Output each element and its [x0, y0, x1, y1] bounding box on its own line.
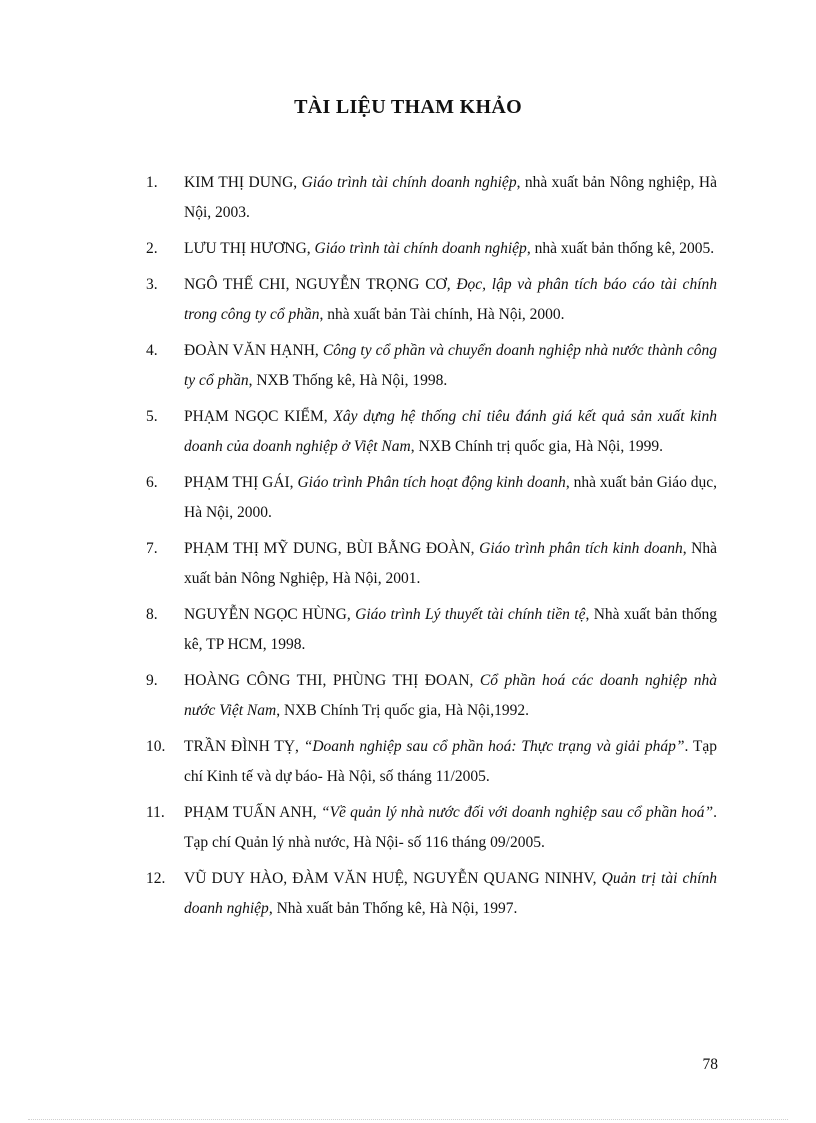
- reference-item: [0, 864, 816, 924]
- reference-publisher: , NXB Chính Trị quốc gia, Hà Nội,1992.: [276, 702, 529, 719]
- reference-work-title: Giáo trình tài chính doanh nghiệp: [301, 174, 517, 191]
- reference-number: 5.: [146, 408, 158, 425]
- reference-text: [184, 666, 717, 726]
- reference-publisher: , nhà xuất bản Tài chính, Hà Nội, 2000.: [319, 306, 565, 323]
- reference-number: 4.: [146, 342, 158, 359]
- reference-author: ĐOÀN VĂN HẠNH,: [184, 342, 323, 359]
- reference-item: [0, 402, 816, 462]
- reference-number: 6.: [146, 474, 158, 491]
- page-bottom-divider: [28, 1119, 788, 1120]
- reference-text: [184, 234, 717, 264]
- reference-author: PHẠM THỊ GÁI,: [184, 474, 298, 491]
- reference-work-title: Giáo trình Phân tích hoạt động kinh doanh: [297, 474, 566, 491]
- reference-number: 7.: [146, 540, 158, 557]
- reference-work-title: Cổ phần hoá các doanh nghiệp nhà nước Việt Nam: [184, 672, 717, 719]
- reference-item: [0, 534, 816, 594]
- reference-author: KIM THỊ DUNG,: [184, 174, 302, 191]
- reference-publisher: , Nhà xuất bản Thống kê, Hà Nội, 1997.: [268, 900, 518, 917]
- reference-text: [184, 168, 717, 228]
- reference-publisher: , Nhà xuất bản thống kê, TP HCM, 1998.: [184, 606, 717, 653]
- reference-number: 1.: [146, 174, 158, 191]
- reference-text: [184, 468, 717, 528]
- reference-work-title: Giáo trình phân tích kinh doanh: [479, 540, 683, 557]
- reference-number: 12.: [146, 870, 166, 887]
- reference-item: [0, 666, 816, 726]
- reference-number: 10.: [146, 738, 166, 755]
- reference-text: [184, 732, 717, 792]
- reference-item: [0, 234, 816, 264]
- reference-text: [184, 798, 717, 858]
- reference-work-title: Xây dựng hệ thống chỉ tiêu đánh giá kết quả sản xuất kinh doanh của doanh nghiệp ở Việt Nam: [184, 408, 717, 455]
- reference-number: 2.: [146, 240, 158, 257]
- reference-publisher: . Tạp chí Quản lý nhà nước, Hà Nội- số 116 tháng 09/2005.: [184, 804, 717, 851]
- reference-list: [0, 168, 816, 930]
- reference-work-title: Quản trị tài chính doanh nghiệp: [184, 870, 717, 917]
- reference-number: 8.: [146, 606, 158, 623]
- reference-work-title: “Về quản lý nhà nước đối với doanh nghiệp sau cổ phần hoá”: [320, 804, 714, 821]
- reference-number: 3.: [146, 276, 158, 293]
- reference-item: [0, 270, 816, 330]
- reference-work-title: Giáo trình Lý thuyết tài chính tiền tệ: [355, 606, 586, 623]
- reference-publisher: , NXB Chính trị quốc gia, Hà Nội, 1999.: [410, 438, 663, 455]
- reference-work-title: Công ty cổ phần và chuyển doanh nghiệp nhà nước thành công ty cổ phần: [184, 342, 717, 389]
- reference-author: NGÔ THẾ CHI, NGUYỄN TRỌNG CƠ,: [184, 276, 457, 293]
- reference-item: [0, 168, 816, 228]
- reference-author: HOÀNG CÔNG THI, PHÙNG THỊ ĐOAN,: [184, 672, 480, 689]
- reference-item: [0, 600, 816, 660]
- reference-item: [0, 732, 816, 792]
- reference-publisher: , nhà xuất bản Nông nghiệp, Hà Nội, 2003.: [184, 174, 717, 221]
- page-title: TÀI LIỆU THAM KHẢO: [294, 96, 522, 118]
- reference-author: PHẠM TUẤN ANH,: [184, 804, 321, 821]
- reference-text: [184, 336, 717, 396]
- reference-item: [0, 336, 816, 396]
- reference-work-title: “Doanh nghiệp sau cổ phần hoá: Thực trạng và giải pháp”: [303, 738, 685, 755]
- reference-text: [184, 270, 717, 330]
- reference-publisher: , nhà xuất bản thống kê, 2005.: [526, 240, 715, 257]
- reference-item: [0, 468, 816, 528]
- reference-author: TRẦN ĐÌNH TỴ,: [184, 738, 304, 755]
- reference-publisher: , nhà xuất bản Giáo dục, Hà Nội, 2000.: [184, 474, 717, 521]
- reference-number: 11.: [146, 804, 165, 821]
- reference-number: 9.: [146, 672, 158, 689]
- reference-work-title: Giáo trình tài chính doanh nghiệp: [314, 240, 527, 257]
- reference-publisher: , Nhà xuất bản Nông Nghiệp, Hà Nội, 2001.: [184, 540, 717, 587]
- reference-item: [0, 798, 816, 858]
- reference-publisher: . Tạp chí Kinh tế và dự báo- Hà Nội, số tháng 11/2005.: [184, 738, 717, 785]
- reference-text: [184, 600, 717, 660]
- reference-work-title: Đọc, lập và phân tích báo cáo tài chính trong công ty cổ phần: [184, 276, 717, 323]
- reference-text: [184, 534, 717, 594]
- reference-author: PHẠM NGỌC KIỂM,: [184, 408, 334, 425]
- reference-text: [184, 402, 717, 462]
- reference-publisher: , NXB Thống kê, Hà Nội, 1998.: [248, 372, 448, 389]
- reference-author: NGUYỄN NGỌC HÙNG,: [184, 606, 356, 623]
- reference-author: PHẠM THỊ MỸ DUNG, BÙI BẰNG ĐOÀN,: [184, 540, 480, 557]
- reference-text: [184, 864, 717, 924]
- reference-author: LƯU THỊ HƯƠNG,: [184, 240, 315, 257]
- page-number: 78: [702, 1056, 718, 1073]
- reference-author: VŨ DUY HÀO, ĐÀM VĂN HUỆ, NGUYỄN QUANG NINHV,: [184, 870, 602, 887]
